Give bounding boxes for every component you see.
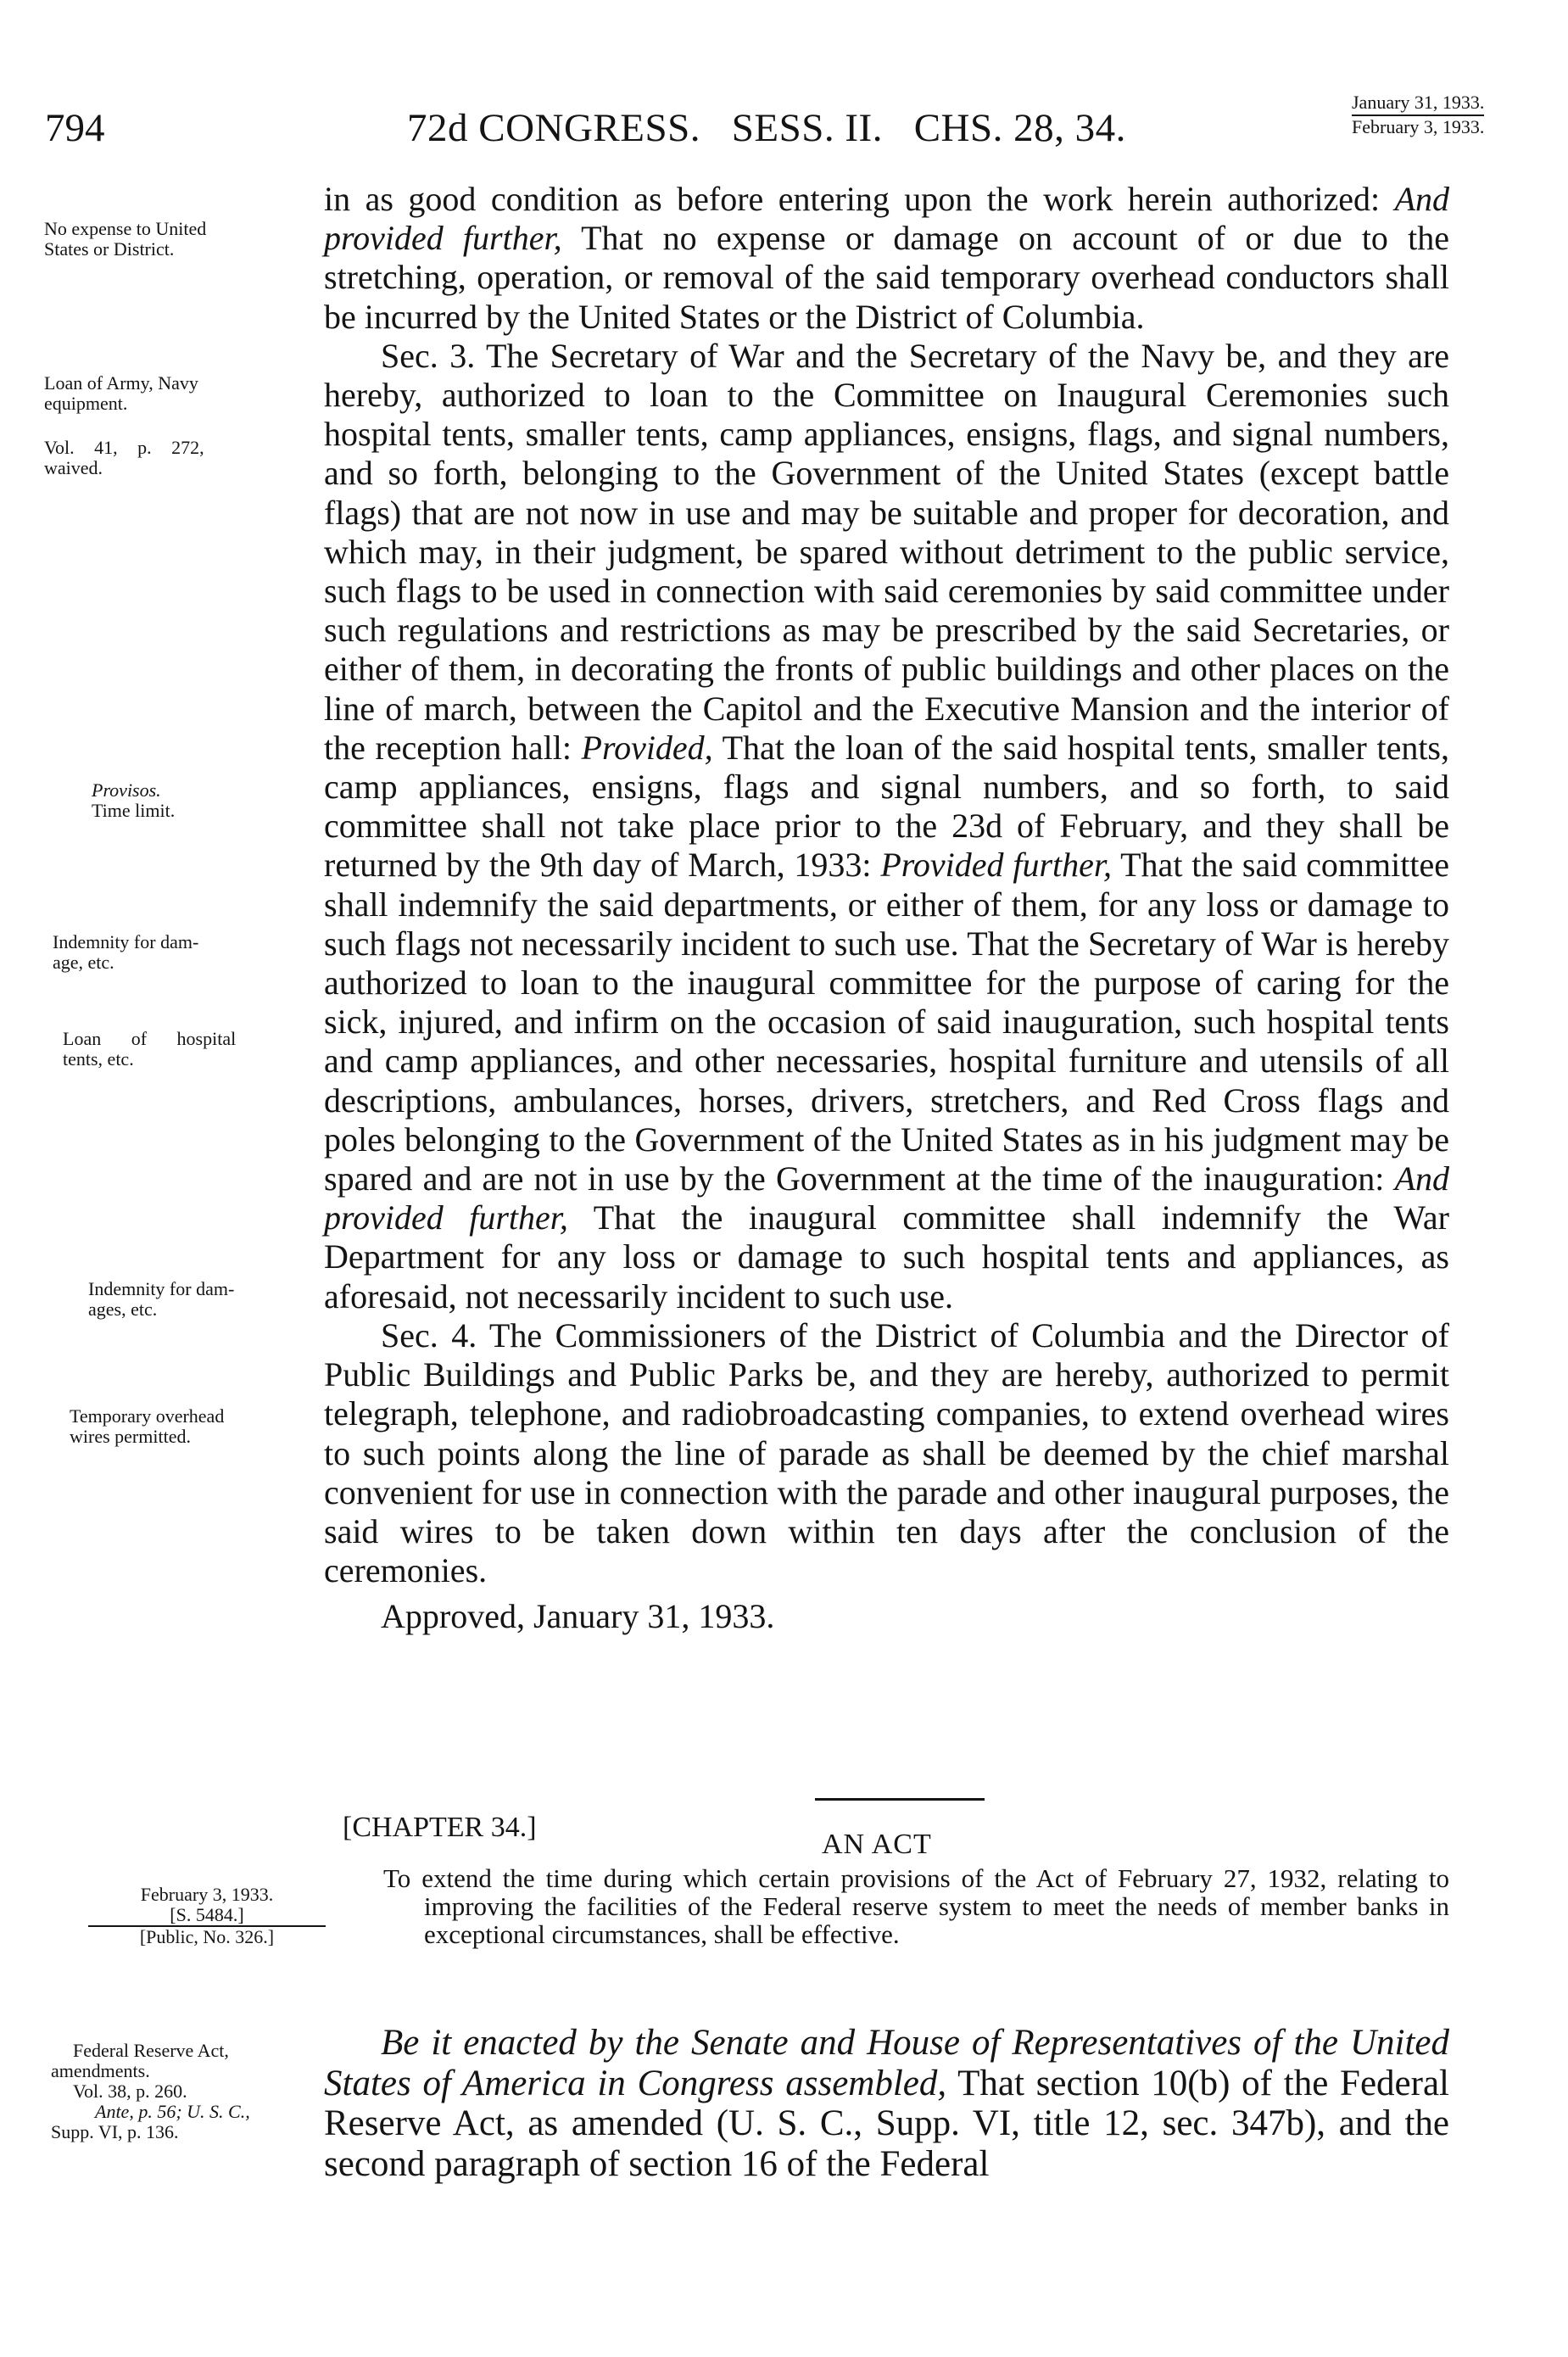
margin-note-loan-equipment: Loan of Army, Navy equipment. [44, 372, 198, 414]
statute-body [324, 180, 1449, 1637]
margin-note-time-limit: Time limit. [92, 800, 176, 821]
margin-note-bill-info: February 3, 1933. [S. 5484.] [Public, No. 326.] [88, 1885, 326, 1947]
margin-note-indemnity-2: Indemnity for dam- ages, etc. [88, 1278, 235, 1320]
margin-note-vol41: Vol. 41, p. 272, waived. [44, 437, 204, 478]
margin-note-wires: Temporary overhead wires permitted. [70, 1405, 225, 1447]
margin-note-provisos: Provisos. Time limit. [92, 780, 371, 821]
paragraph-sec2-end: in as good condition as before entering upon the work herein authorized: And provided further, That no expense or damage on account of or due to the stretching, operation, or removal of the said temporary overhead conductors shall be incurred by the United States or the District of Columbia. [324, 180, 1450, 336]
margin-note-loan-hospital: Loan of hospital tents, etc. [63, 1028, 237, 1070]
margin-note-indemnity-1: Indemnity for dam- age, etc. [53, 931, 199, 973]
approval-line: Approved, January 31, 1933. [381, 1597, 775, 1636]
act-synopsis: To extend the time during which certain provisions of the Act of February 27, 1932, relating to improving the facilities of the Federal reserve system to meet the needs of member banks in exceptional circumstances, shall be effective. [383, 1863, 1449, 1949]
enacting-clause: Be it enacted by the Senate and House of Representatives of the United States of America in Congress assembled, That section 10(b) of the Federal Reserve Act, as amended (U. S. C., Supp. VI, title 12, sec. 347b), and the second paragraph of section 16 of the Federal [324, 2023, 1449, 2184]
header-date-bottom: February 3, 1933. [1352, 116, 1485, 137]
header-date-top: January 31, 1933. [1352, 92, 1484, 116]
header-dates [1352, 92, 1484, 138]
act-title: AN ACT [822, 1829, 932, 1860]
paragraph-sec4: Sec. 4. The Commissioners of the District of Columbia and the Director of Public Buildings and Public Parks be, and they are hereby, authorized to permit telegraph, telephone, and radiobroadcasting companies, to extend overhead wires to such points along the line of parade as shall be deemed by the chief marshal convenient for use in connection with the parade and other inaugural purposes, the said wires to be taken down within ten days after the conclusion of the ceremonies. [324, 1315, 1449, 1590]
chapter-label: [CHAPTER 34.] [343, 1812, 537, 1843]
page-number: 794 [45, 106, 105, 150]
margin-note-no-expense: No expense to United States or District. [44, 218, 207, 260]
paragraph-sec3: Sec. 3. The Secretary of War and the Secretary of the Navy be, and they are hereby, authorized to loan to the Committee on Inaugural Ceremonies such hospital tents, smaller tents, camp appliances, ensigns, flags, and signal numbers, and so forth, belonging to the Government of the United States (except battle flags) that are not now in use and may be suitable and proper for decoration, and which may, in their judgment, be spared without detriment to the public service, such flags to be used in connection with said ceremonies by said committee under such regulations and restrictions as may be prescribed by the said Secretaries, or either of them, in decorating the fronts of public buildings and other places on the line of march, between the Capitol and the Executive Mansion and the interior of the reception hall: Provided, That the loan of the said hospital tents, smaller tents, camp appliances, ensigns, flags and signal numbers, and so forth, to said committee shall not take place prior to the 23d of February, and they shall be returned by the 9th day of March, 1933: Provided further, That the said committee shall indemnify the said departments, or either of them, for any loss or damage to such flags not necessarily incident to such use. That the Secretary of War is hereby authorized to loan to the inaugural committee for the purpose of caring for the sick, injured, and infirm on the occasion of said inauguration, such hospital tents and camp appliances, and other necessaries, hospital furniture and utensils of all descriptions, ambulances, horses, drivers, stretchers, and Red Cross flags and poles belonging to the Government of the United States as in his judgment may be spared and are not in use by the Government at the time of the inauguration: And provided further, That the inaugural committee shall indemnify the War Department for any loss or damage to such hospital tents and appliances, as aforesaid, not necessarily incident to such use. [324, 336, 1450, 1315]
margin-note-federal-reserve: Federal Reserve Act, amendments. Vol. 38, p. 260. Ante, p. 56; U. S. C., Supp. VI, p. 136. [51, 2040, 250, 2142]
section-divider [815, 1798, 985, 1801]
running-title: 72d CONGRESS. SESS. II. CHS. 28, 34. [407, 106, 1126, 150]
